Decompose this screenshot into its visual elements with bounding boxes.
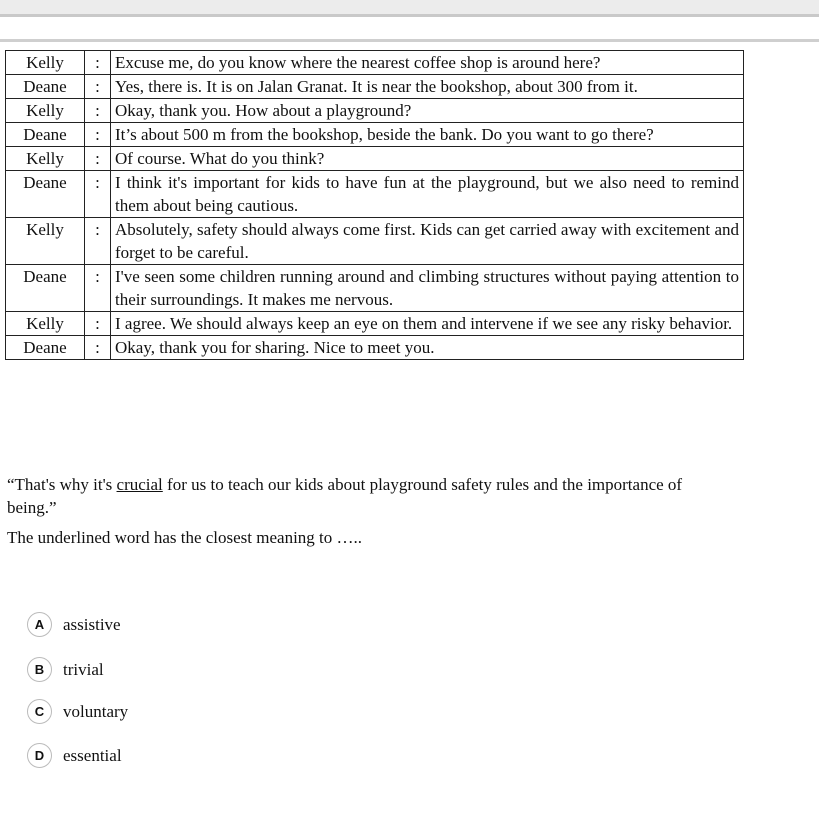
dialogue-line: It’s about 500 m from the bookshop, beside the bank. Do you want to go there? [111,123,744,147]
separator: : [85,75,111,99]
separator: : [85,336,111,360]
speaker-name: Deane [6,123,85,147]
quote-before: “That's why it's [7,475,117,494]
option-label: assistive [63,614,121,634]
speaker-name: Deane [6,336,85,360]
option-letter-badge: C [27,699,52,724]
option-d[interactable] [27,743,122,768]
separator: : [85,51,111,75]
option-label: trivial [63,659,104,679]
top-bar [0,0,819,17]
separator: : [85,123,111,147]
dialogue-line: Excuse me, do you know where the nearest coffee shop is around here? [111,51,744,75]
dialogue-line: Of course. What do you think? [111,147,744,171]
quote-text [7,473,707,519]
option-letter-badge: A [27,612,52,637]
dialogue-line: Absolutely, safety should always come first. Kids can get carried away with excitement and forget to be careful. [111,218,744,265]
option-label: voluntary [63,701,129,721]
underlined-word: crucial [116,475,163,494]
option-label: essential [63,745,122,765]
speaker-name: Kelly [6,51,85,75]
separator: : [85,99,111,123]
dialogue-row [6,171,744,218]
dialogue-line: I think it's important for kids to have fun at the playground, but we also need to remind them about being cautious. [111,171,744,218]
dialogue-row [6,99,744,123]
separator: : [85,312,111,336]
dialogue-row [6,123,744,147]
dialogue-table [5,50,744,360]
option-c[interactable] [27,699,128,724]
divider [0,39,819,42]
speaker-name: Kelly [6,147,85,171]
dialogue-line: I agree. We should always keep an eye on them and intervene if we see any risky behavior. [111,312,744,336]
question-text: The underlined word has the closest meaning to ….. [7,528,363,547]
quote-after: for us to teach our kids about playground safety rules and the importance of being.” [7,475,683,517]
dialogue-line: Okay, thank you. How about a playground? [111,99,744,123]
speaker-name: Deane [6,75,85,99]
dialogue-row [6,336,744,360]
dialogue-line: Yes, there is. It is on Jalan Granat. It is near the bookshop, about 300 from it. [111,75,744,99]
separator: : [85,265,111,312]
dialogue-line: Okay, thank you for sharing. Nice to meet you. [111,336,744,360]
separator: : [85,147,111,171]
speaker-name: Kelly [6,218,85,265]
dialogue-row [6,218,744,265]
option-b[interactable] [27,657,104,682]
dialogue-row [6,265,744,312]
dialogue-row [6,51,744,75]
speaker-name: Kelly [6,312,85,336]
separator: : [85,171,111,218]
speaker-name: Kelly [6,99,85,123]
dialogue-row [6,75,744,99]
option-letter-badge: B [27,657,52,682]
speaker-name: Deane [6,171,85,218]
option-letter-badge: D [27,743,52,768]
dialogue-row [6,312,744,336]
dialogue-line: I've seen some children running around and climbing structures without paying attention to their surroundings. It makes me nervous. [111,265,744,312]
speaker-name: Deane [6,265,85,312]
option-a[interactable] [27,612,121,637]
separator: : [85,218,111,265]
dialogue-row [6,147,744,171]
